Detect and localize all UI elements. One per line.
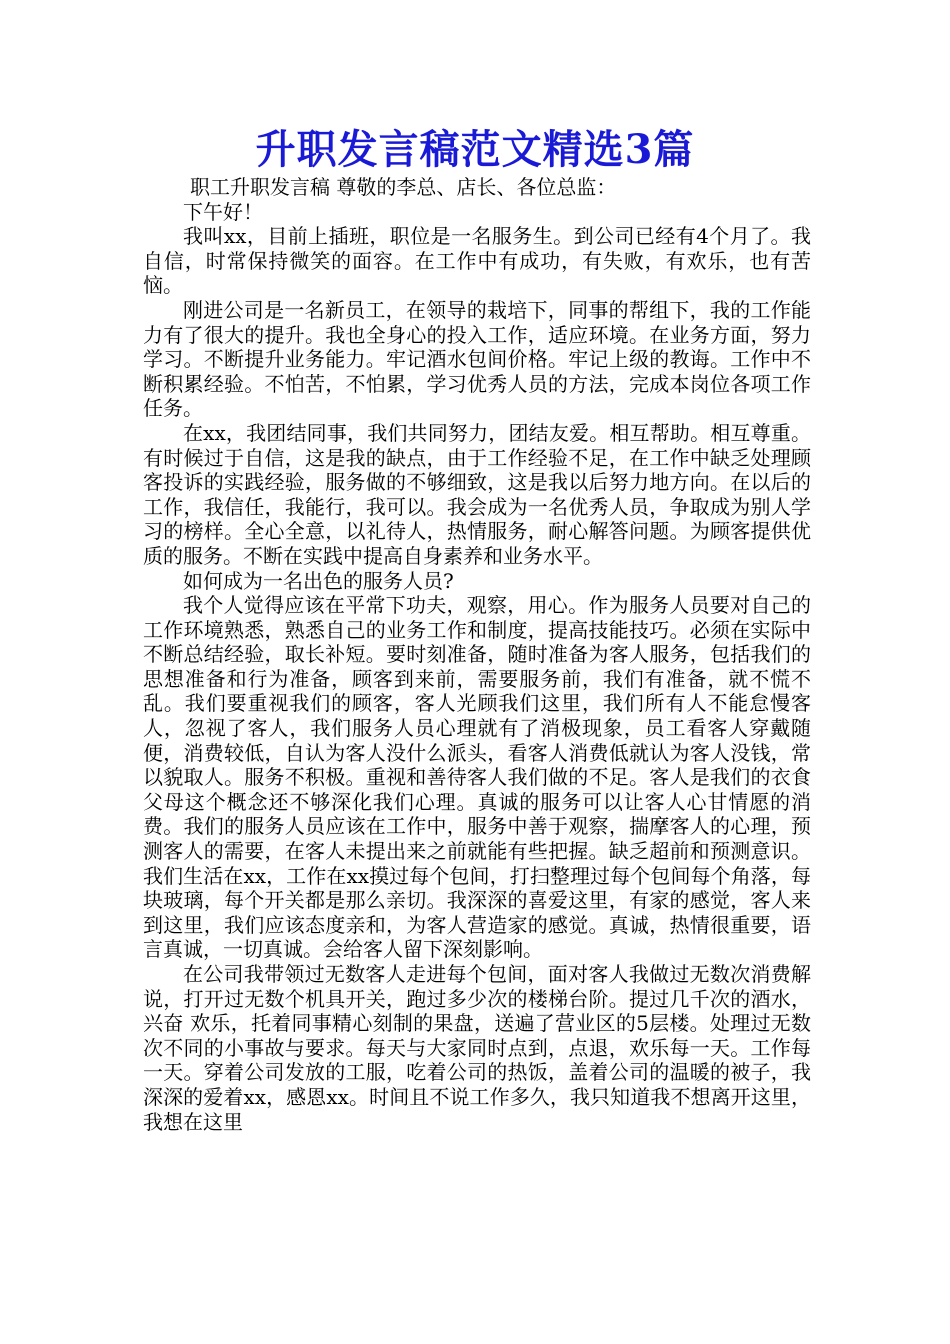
paragraph-self-intro: 我叫xx，目前上插班，职位是一名服务生。到公司已经有4个月了。我自信，时常保持微笑的面容。在工作中有成功，有失败，有欢乐，也有苦恼。 bbox=[143, 224, 811, 298]
paragraph-service-opinion: 我个人觉得应该在平常下功夫，观察，用心。作为服务人员要对自己的工作环境熟悉，熟悉自己的业务工作和制度，提高技能技巧。必须在实际中不断总结经验，取长补短。要时刻准备，随时准备为客人服务，包括我们的思想准备和行为准备，顾客到来前，需要服务前，我们有准备，就不慌不乱。我们要重视我们的顾客，客人光顾我们这里，我们所有人不能怠慢客人，忽视了客人，我们服务人员心理就有了消极现象，员工看客人穿戴随便，消费较低，自认为客人没什么派头，看客人消费低就认为客人没钱，常以貌取人。服务不积极。重视和善待客人我们做的不足。客人是我们的衣食父母这个概念还不够深化我们心理。真诚的服务可以让客人心甘情愿的消费。我们的服务人员应该在工作中，服务中善于观察，揣摩客人的心理，预测客人的需要，在客人未提出来之前就能有些把握。缺乏超前和预测意识。我们生活在xx，工作在xx摸过每个包间，打扫整理过每个包间每个角落，每块玻璃，每个开关都是那么亲切。我深深的喜爱这里，有家的感觉，客人来到这里，我们应该态度亲和，为客人营造家的感觉。真诚，热情很重要，语言真诚，一切真诚。会给客人留下深刻影响。 bbox=[143, 593, 811, 962]
document-title: 升职发言稿范文精选3篇 bbox=[255, 126, 695, 173]
paragraph-new-employee: 刚进公司是一名新员工，在领导的栽培下，同事的帮组下，我的工作能力有了很大的提升。我也全身心的投入工作，适应环境。在业务方面，努力学习。不断提升业务能力。牢记酒水包间价格。牢记上级的教诲。工作中不断积累经验。不怕苦，不怕累，学习优秀人员的方法，完成本岗位各项工作任务。 bbox=[143, 297, 811, 421]
paragraph-teamwork: 在xx，我团结同事，我们共同努力，团结友爱。相互帮助。相互尊重。有时候过于自信，这是我的缺点，由于工作经验不足，在工作中缺乏处理顾客投诉的实践经验，服务做的不够细致，这是我以后努力地方向。在以后的工作，我信任，我能行，我可以。我会成为一名优秀人员，争取成为别人学习的榜样。全心全意，以礼待人，热情服务，耐心解答问题。为顾客提供优质的服务。不断在实践中提高自身素养和业务水平。 bbox=[143, 420, 811, 568]
document-body bbox=[143, 175, 811, 1134]
paragraph-greeting: 下午好！ bbox=[183, 199, 263, 224]
paragraph-question: 如何成为一名出色的服务人员? bbox=[183, 568, 454, 593]
paragraph-experience: 在公司我带领过无数客人走进每个包间，面对客人我做过无数次消费解说，打开过无数个机具开关，跑过多少次的楼梯台阶。提过几千次的酒水，兴奋 欢乐，托着同事精心刻制的果盘，送遍了营业区的5层楼。处理过无数次不同的小事故与要求。每天与大家同时点到，点退，欢乐每一天。工作每一天。穿着公司发放的工服，吃着公司的热饭，盖着公司的温暖的被子，我深深的爱着xx，感恩xx。时间且不说工作多久，我只知道我不想离开这里，我想在这里 bbox=[143, 962, 811, 1134]
paragraph-salutation: 职工升职发言稿 尊敬的李总、店长、各位总监： bbox=[190, 175, 617, 199]
